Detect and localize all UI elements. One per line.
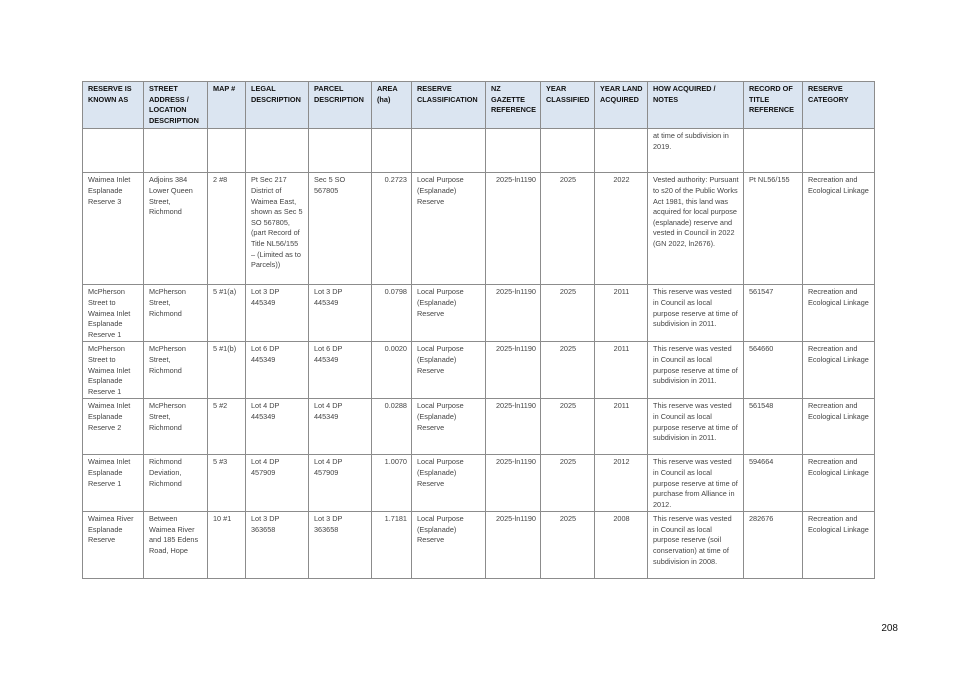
column-header-title-reference: RECORD OF TITLE REFERENCE [744,82,803,129]
cell-legal-description: Lot 4 DP 445349 [246,399,309,455]
table-row [83,129,875,173]
cell-street-address: Between Waimea River and 185 Edens Road, Hope [144,512,208,579]
cell-reserve-category: Recreation and Ecological Linkage [803,399,875,455]
cell-title-reference: 561547 [744,285,803,342]
cell-reserve-category: Recreation and Ecological Linkage [803,455,875,512]
cell-map-number [208,129,246,173]
table-row [83,455,875,512]
column-header-reserve-category: RESERVE CATEGORY [803,82,875,129]
cell-map-number: 5 #2 [208,399,246,455]
page-number: 208 [881,623,898,634]
cell-title-reference: Pt NL56/155 [744,173,803,285]
cell-street-address: McPherson Street, Richmond [144,342,208,399]
cell-title-reference: 564660 [744,342,803,399]
cell-map-number: 10 #1 [208,512,246,579]
cell-year-classified: 2025 [541,342,595,399]
cell-reserve-category: Recreation and Ecological Linkage [803,342,875,399]
cell-reserve-classification: Local Purpose (Esplanade) Reserve [412,173,486,285]
cell-gazette-reference: 2025-ln1190 [486,455,541,512]
cell-title-reference: 561548 [744,399,803,455]
column-header-gazette-reference: NZ GAZETTE REFERENCE [486,82,541,129]
table-row [83,342,875,399]
cell-year-acquired: 2011 [595,399,648,455]
cell-map-number: 5 #1(b) [208,342,246,399]
cell-street-address: Adjoins 384 Lower Queen Street, Richmond [144,173,208,285]
cell-legal-description [246,129,309,173]
cell-how-acquired-notes: This reserve was vested in Council as local purpose reserve at time of subdivision in 2011. [648,399,744,455]
cell-year-classified: 2025 [541,512,595,579]
table-header-row [83,82,875,129]
cell-reserve-category: Recreation and Ecological Linkage [803,285,875,342]
cell-title-reference: 282676 [744,512,803,579]
cell-map-number: 5 #3 [208,455,246,512]
cell-year-acquired: 2011 [595,342,648,399]
cell-parcel-description [309,129,372,173]
cell-legal-description: Lot 6 DP 445349 [246,342,309,399]
cell-year-classified: 2025 [541,285,595,342]
table-body [83,129,875,579]
column-header-how-acquired-notes: HOW ACQUIRED / NOTES [648,82,744,129]
cell-gazette-reference: 2025-ln1190 [486,173,541,285]
cell-reserve-name: Waimea River Esplanade Reserve [83,512,144,579]
reserves-table [82,81,875,579]
column-header-reserve-name: RESERVE IS KNOWN AS [83,82,144,129]
cell-reserve-category: Recreation and Ecological Linkage [803,512,875,579]
cell-parcel-description: Lot 4 DP 445349 [309,399,372,455]
table-row [83,512,875,579]
cell-how-acquired-notes: This reserve was vested in Council as local purpose reserve (soil conservation) at time of subdivision in 2008. [648,512,744,579]
column-header-parcel-description: PARCEL DESCRIPTION [309,82,372,129]
cell-parcel-description: Lot 3 DP 363658 [309,512,372,579]
cell-map-number: 5 #1(a) [208,285,246,342]
cell-reserve-classification [412,129,486,173]
cell-area: 1.7181 [372,512,412,579]
cell-gazette-reference: 2025-ln1190 [486,512,541,579]
cell-year-acquired: 2022 [595,173,648,285]
cell-year-acquired [595,129,648,173]
cell-gazette-reference: 2025-ln1190 [486,399,541,455]
cell-gazette-reference: 2025-ln1190 [486,342,541,399]
cell-how-acquired-notes: at time of subdivision in 2019. [648,129,744,173]
cell-area [372,129,412,173]
cell-area: 0.0288 [372,399,412,455]
cell-street-address: Richmond Deviation, Richmond [144,455,208,512]
cell-reserve-classification: Local Purpose (Esplanade) Reserve [412,455,486,512]
cell-legal-description: Lot 3 DP 363658 [246,512,309,579]
cell-reserve-classification: Local Purpose (Esplanade) Reserve [412,342,486,399]
cell-reserve-classification: Local Purpose (Esplanade) Reserve [412,399,486,455]
cell-parcel-description: Lot 3 DP 445349 [309,285,372,342]
cell-street-address [144,129,208,173]
cell-reserve-category [803,129,875,173]
cell-year-classified: 2025 [541,455,595,512]
cell-reserve-name: Waimea Inlet Esplanade Reserve 1 [83,455,144,512]
cell-reserve-classification: Local Purpose (Esplanade) Reserve [412,512,486,579]
table-row [83,285,875,342]
cell-parcel-description: Lot 4 DP 457909 [309,455,372,512]
cell-reserve-name: McPherson Street to Waimea Inlet Esplanade Reserve 1 [83,342,144,399]
cell-year-classified: 2025 [541,173,595,285]
cell-how-acquired-notes: This reserve was vested in Council as local purpose reserve at time of subdivision in 2011. [648,342,744,399]
column-header-reserve-classification: RESERVE CLASSIFICATION [412,82,486,129]
cell-map-number: 2 #8 [208,173,246,285]
column-header-year-acquired: YEAR LAND ACQUIRED [595,82,648,129]
cell-year-classified [541,129,595,173]
cell-street-address: McPherson Street, Richmond [144,285,208,342]
cell-reserve-name: Waimea Inlet Esplanade Reserve 3 [83,173,144,285]
column-header-area: AREA (ha) [372,82,412,129]
cell-legal-description: Pt Sec 217 District of Waimea East, shown as Sec 5 SO 567805, (part Record of Title NL56/155 – (Limited as to Parcels)) [246,173,309,285]
cell-year-acquired: 2008 [595,512,648,579]
cell-reserve-category: Recreation and Ecological Linkage [803,173,875,285]
cell-title-reference [744,129,803,173]
column-header-year-classified: YEAR CLASSIFIED [541,82,595,129]
cell-area: 0.0020 [372,342,412,399]
cell-street-address: McPherson Street, Richmond [144,399,208,455]
cell-reserve-classification: Local Purpose (Esplanade) Reserve [412,285,486,342]
cell-parcel-description: Lot 6 DP 445349 [309,342,372,399]
cell-parcel-description: Sec 5 SO 567805 [309,173,372,285]
cell-legal-description: Lot 3 DP 445349 [246,285,309,342]
cell-reserve-name: McPherson Street to Waimea Inlet Esplanade Reserve 1 [83,285,144,342]
cell-how-acquired-notes: This reserve was vested in Council as local purpose reserve at time of subdivision in 2011. [648,285,744,342]
cell-legal-description: Lot 4 DP 457909 [246,455,309,512]
cell-area: 1.0070 [372,455,412,512]
table-row [83,173,875,285]
cell-year-classified: 2025 [541,399,595,455]
cell-year-acquired: 2011 [595,285,648,342]
table-row [83,399,875,455]
cell-how-acquired-notes: Vested authority: Pursuant to s20 of the Public Works Act 1981, this land was acquired for local purpose (esplanade) reserve and vested in Council in 2022 (GN 2022, ln2676). [648,173,744,285]
column-header-map-number: MAP # [208,82,246,129]
cell-gazette-reference: 2025-ln1190 [486,285,541,342]
column-header-legal-description: LEGAL DESCRIPTION [246,82,309,129]
cell-reserve-name: Waimea Inlet Esplanade Reserve 2 [83,399,144,455]
cell-title-reference: 594664 [744,455,803,512]
cell-gazette-reference [486,129,541,173]
cell-how-acquired-notes: This reserve was vested in Council as local purpose reserve at time of purchase from Alliance in 2012. [648,455,744,512]
cell-reserve-name [83,129,144,173]
cell-area: 0.0798 [372,285,412,342]
column-header-street-address: STREET ADDRESS / LOCATION DESCRIPTION [144,82,208,129]
cell-year-acquired: 2012 [595,455,648,512]
cell-area: 0.2723 [372,173,412,285]
